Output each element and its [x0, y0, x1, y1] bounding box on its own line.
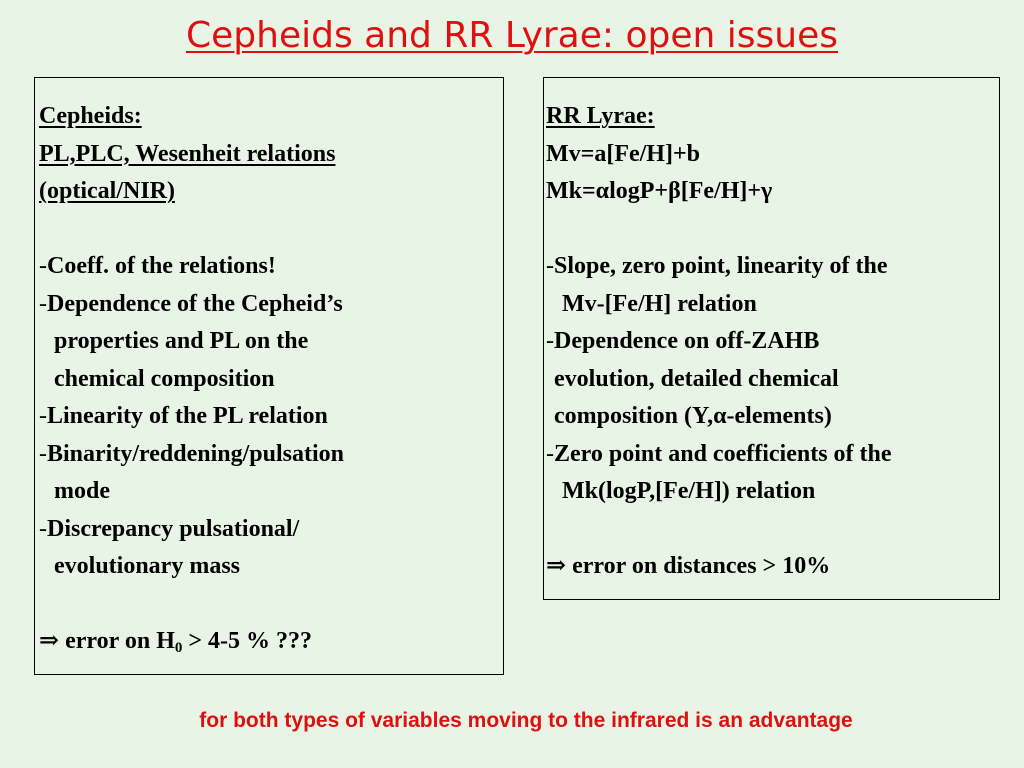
cepheids-issue: -Linearity of the PL relation — [39, 403, 328, 429]
cepheids-issue-continued: mode — [54, 478, 110, 504]
cepheids-issue: -Coeff. of the relations! — [39, 253, 276, 279]
spacer — [39, 211, 503, 249]
slide-title: Cepheids and RR Lyrae: open issues — [186, 15, 838, 56]
spacer — [39, 586, 503, 624]
cepheids-issue-continued: evolutionary mass — [54, 553, 240, 579]
rrlyrae-issue-continued: evolution, detailed chemical — [554, 365, 839, 392]
rrlyrae-issue-continued: Mk(logP,[Fe/H]) relation — [562, 478, 816, 504]
subscript-zero: 0 — [174, 640, 183, 656]
cepheids-box — [34, 77, 504, 675]
cepheids-issue: -Binarity/reddening/pulsation — [39, 440, 344, 467]
rrlyrae-conclusion: ⇒ error on distances > 10% — [546, 553, 831, 579]
rrlyrae-box — [543, 77, 1000, 600]
cepheids-issue: -Discrepancy pulsational/ — [39, 515, 300, 542]
cepheids-issue-continued: chemical composition — [54, 365, 275, 392]
rrlyrae-formula: Mv=a[Fe/H]+b — [546, 140, 700, 167]
cepheids-subheading-2: (optical/NIR) — [39, 178, 175, 204]
rrlyrae-issue-continued: composition (Y,α-elements) — [554, 403, 832, 429]
cepheids-subheading: PL,PLC, Wesenheit relations — [39, 140, 336, 167]
cepheids-issue: -Dependence of the Cepheid’s — [39, 290, 343, 317]
rrlyrae-issue: -Zero point and coefficients of the — [546, 440, 892, 467]
rrlyrae-issue: -Slope, zero point, linearity of the — [546, 253, 888, 279]
spacer — [546, 211, 999, 249]
spacer — [546, 511, 999, 549]
rrlyrae-issue-continued: Mv-[Fe/H] relation — [562, 290, 757, 317]
cepheids-conclusion: ⇒ error on $H_0 > 4-5$ % ??? — [39, 628, 313, 656]
rrlyrae-issue: -Dependence on off-ZAHB — [546, 328, 820, 354]
rrlyrae-heading: RR Lyrae: — [546, 103, 655, 129]
cepheids-issue-continued: properties and PL on the — [54, 328, 309, 354]
rrlyrae-formula: Mk=αlogP+β[Fe/H]+γ — [546, 178, 773, 204]
cepheids-heading: Cepheids: — [39, 103, 142, 129]
footer-note: for both types of variables moving to the infrared is an advantage — [199, 709, 853, 732]
